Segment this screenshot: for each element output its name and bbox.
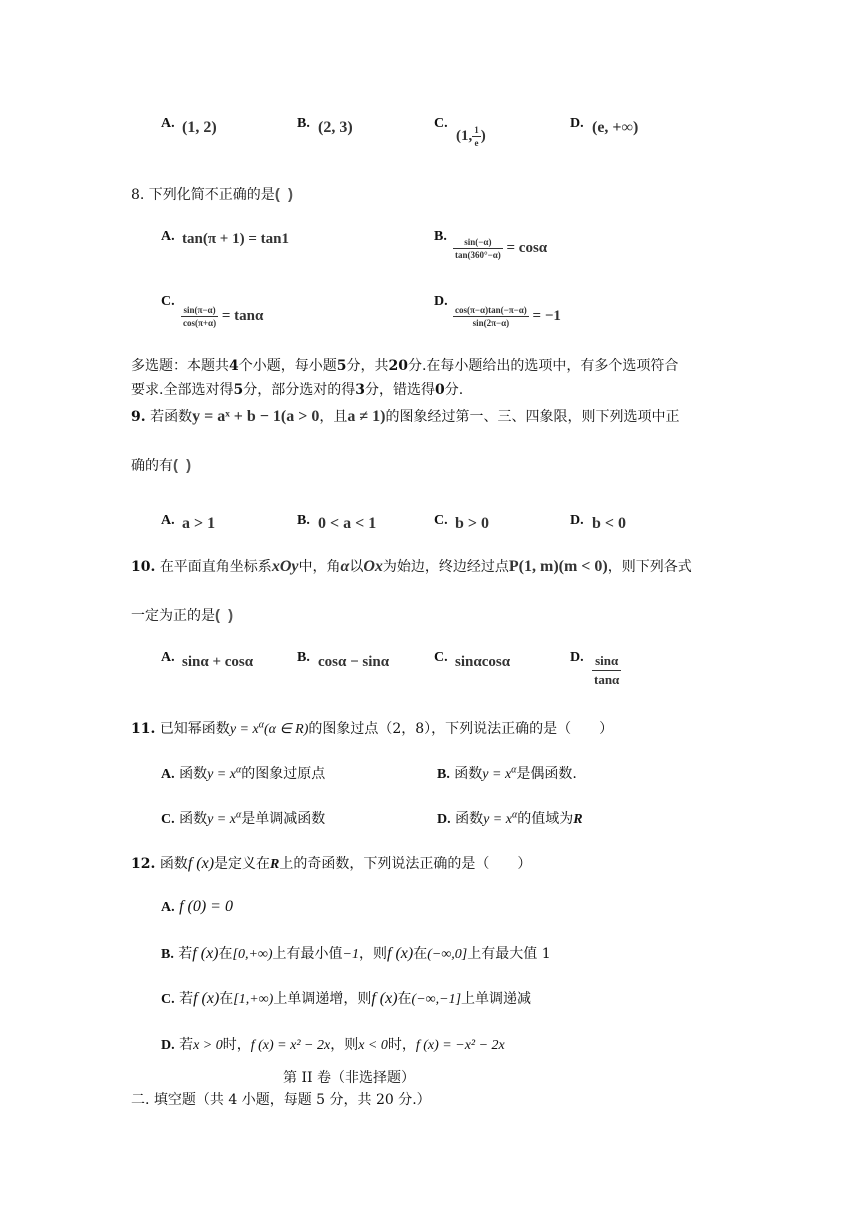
part-2-title: 第 II 卷（非选择题） <box>283 1070 415 1086</box>
option-letter: C. <box>434 650 448 665</box>
option-value: (e, +∞) <box>592 119 639 136</box>
option-b: B. 函数$y = x^\alpha$是偶函数. <box>437 764 577 782</box>
option-value: sinαcosα <box>455 654 511 670</box>
instruction-line-2: 要求.全部选对得5分，部分选对的得3分，错选得0分. <box>131 382 464 398</box>
section-2-heading: 二. 填空题（共 4 小题，每题 5 分，共 20 分.） <box>131 1092 431 1108</box>
option-value: b > 0 <box>455 515 490 532</box>
option-value: (1, 2) <box>182 119 217 136</box>
option-value: sinα + cosα <box>182 654 254 670</box>
option-value: $\frac{\sin(-\alpha)}{\tan(360^\circ-\alpha)}$ = cosα <box>455 237 548 260</box>
option-value: $\frac{\sin\alpha}{\tan\alpha}$ <box>594 653 620 687</box>
instruction-line-1: 多选题：本题共4个小题，每小题5分，共20分.在每小题给出的选项中，有多个选项符合 <box>131 358 679 374</box>
option-letter: B. <box>297 116 310 131</box>
option-value: (1, $\frac{1}{e}$ ) <box>456 125 486 148</box>
question-stem-continued: 一定为正的是( ) <box>131 607 236 624</box>
option-value: 0 < a < 1 <box>318 515 377 532</box>
question-stem-continued: 确的有( ) <box>131 457 194 474</box>
option-b: B. 若f (x)在[0,+∞)上有最小值−1，则f (x)在(−∞,0]上有最大值 1 <box>161 945 551 962</box>
option-value: $\frac{\cos(\pi-\alpha)\tan(-\pi-\alpha)}{\sin(2\pi-\alpha)}$ = −1 <box>455 305 561 328</box>
option-a: A. f (0) = 0 <box>161 898 233 915</box>
option-value: tan(π + 1) = tan1 <box>182 231 289 247</box>
option-letter: D. <box>434 294 448 309</box>
option-letter: A. <box>161 513 175 528</box>
option-letter: D. <box>570 650 584 665</box>
question-stem: 11. 已知幂函数$y = x^\alpha(\alpha$ ∈ R)的图象过点（2，8），下列说法正确的是（ ） <box>131 719 614 737</box>
option-letter: C. <box>434 116 448 131</box>
question-stem: 12. 函数f (x)是定义在R上的奇函数，下列说法正确的是（ ） <box>131 855 532 872</box>
option-letter: C. <box>161 294 175 309</box>
option-c: C. 若f (x)在[1,+∞)上单调递增，则f (x)在(−∞,−1]上单调递减 <box>161 990 532 1007</box>
option-letter: A. <box>161 650 175 665</box>
option-letter: B. <box>297 650 310 665</box>
option-letter: D. <box>570 513 584 528</box>
option-letter: A. <box>161 116 175 131</box>
option-a: A. 函数$y = x^\alpha$的图象过原点 <box>161 764 326 782</box>
option-value: (2, 3) <box>318 119 353 136</box>
option-letter: B. <box>297 513 310 528</box>
option-letter: D. <box>570 116 584 131</box>
question-stem: 10. 在平面直角坐标系xOy中，角α以Ox为始边，终边经过点P(1, m)(m < 0)，则下列各式 <box>131 558 692 575</box>
option-d: D. 函数$y = x^\alpha$的值域为R <box>437 809 583 827</box>
option-value: $\frac{\sin(\pi-\alpha)}{\cos(\pi+\alpha)}$ = tanα <box>183 305 264 328</box>
option-value: a > 1 <box>182 515 216 532</box>
question-stem: 8. 下列化简不正确的是( ) <box>131 186 295 203</box>
option-letter: B. <box>434 229 447 244</box>
option-letter: C. <box>434 513 448 528</box>
option-value: b < 0 <box>592 515 627 532</box>
question-stem: 9. 若函数y = aˣ + b − 1(a > 0，且a ≠ 1)的图象经过第一、三、四象限，则下列选项中正 <box>131 408 680 425</box>
option-value: cosα − sinα <box>318 654 390 670</box>
option-c: C. 函数$y = x^\alpha$是单调减函数 <box>161 809 326 827</box>
option-letter: A. <box>161 229 175 244</box>
option-d: D. 若x > 0时，f (x) = x² − 2x，则x < 0时，f (x) = −x² − 2x <box>161 1037 505 1053</box>
